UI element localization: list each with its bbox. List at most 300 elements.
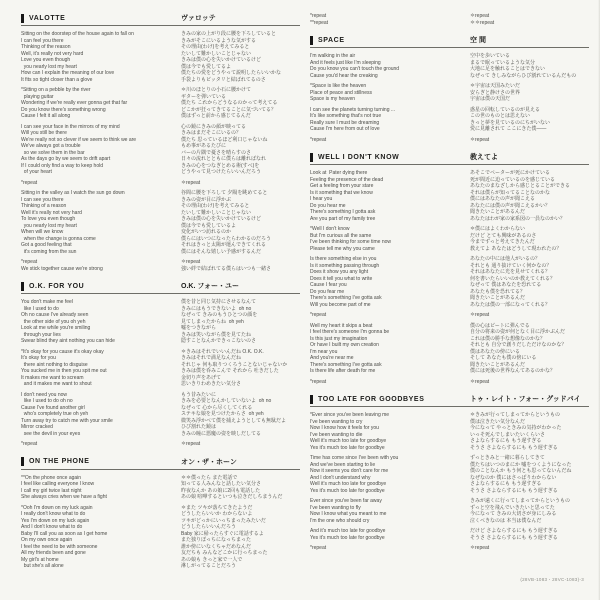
lyric-text-en: Wondering if we're really ever gonna get that far	[21, 100, 128, 106]
stanza	[21, 180, 300, 187]
lyric-text-ja: 僕はずっと前から感じてるんだ	[181, 113, 251, 119]
lyric-text-en: Time has come since I've been with you	[310, 455, 399, 461]
lyric-text-en: Will you become part of me	[310, 301, 371, 308]
title-underline	[21, 293, 300, 294]
lyric-text-ja: あなたのまなざしから感じとることができる	[470, 183, 571, 189]
lyric-line	[21, 431, 300, 438]
lyric-text-en: It fits so tight closer than a glove	[21, 76, 93, 83]
lyric-text-ja: 僕たちの愛をどうやって説明したらいいかな	[181, 70, 282, 76]
lyric-text-en: Cause I've found another girl	[21, 404, 85, 411]
title-bar-icon	[21, 14, 24, 23]
lyric-text-ja: ギターを弾いている	[181, 93, 226, 100]
lyric-text-en: I've been wanting to die	[310, 431, 363, 438]
lyric-line	[310, 445, 589, 452]
song-block	[21, 281, 300, 448]
lyric-text-en: There's something I gotta ask	[310, 209, 376, 215]
lyric-text-ja: その理由(わけ)を考えてみると	[181, 203, 250, 209]
song-title-en: O.K. FOR YOU	[29, 282, 85, 290]
lyric-text-en: Thinking of the reason	[21, 44, 71, 50]
lyric-text-en: Does it show you any light	[310, 269, 369, 275]
lyric-text-en: We stick together cause we're strong	[21, 265, 103, 272]
lyric-line	[310, 126, 589, 133]
lyric-text-ja: 僕にはそんな嬉しい予感がするんだ	[181, 248, 262, 255]
lyric-text-en: How can I explain the meaning of our love	[21, 70, 115, 76]
lyric-text-ja: 昨夜なんか あの娘に2回も電話した	[181, 487, 261, 494]
lyric-text-en: Cause I fear you	[310, 282, 347, 288]
lyric-text-en: And it feels just like I'm sleeping	[310, 59, 381, 66]
lyric-text-en: Mirror cracked	[21, 424, 53, 430]
lyric-text-en: As the days go by we seem to drift apart	[21, 156, 111, 162]
lyric-text-en: You don't make me feel	[21, 299, 73, 305]
song-title-en: SPACE	[318, 36, 345, 44]
stanza	[310, 107, 589, 133]
lyric-text-en: I'm walking in the air	[310, 53, 356, 59]
lyric-text-en: Yes it's much too late for goodbye	[310, 444, 385, 451]
lyric-text-ja: 死が間近に迫っているのを感じている	[470, 176, 556, 183]
stanza	[21, 299, 300, 345]
lyric-text-en: Is it something that we know	[310, 189, 373, 196]
lyric-text-en: *Space is like the heaven	[310, 83, 367, 89]
lyric-text-en: of your heart	[21, 169, 52, 175]
lyric-text-ja: それとも 自分で創りだしただけなのかな？	[470, 342, 567, 348]
lyric-text-ja: きみの家の上がり段に腰を下ろしていると	[181, 31, 277, 37]
lyric-text-en: On my own once again	[21, 537, 73, 543]
lyric-text-ja: 淋しがってることだろう	[181, 563, 237, 569]
lyric-text-ja: 強い絆で結ばれてる僕らはいつも一緒さ	[181, 265, 272, 272]
stanza	[21, 475, 300, 501]
lyric-text-en: And we've been starting to lie	[310, 461, 376, 468]
lyric-text-ja: あなたの中には他人がいるの？	[470, 256, 541, 262]
lyric-text-ja: 僕はあなたの傍にいる	[470, 348, 521, 355]
lyric-line	[310, 216, 589, 223]
stanza	[310, 323, 589, 375]
lyrics-column-left	[21, 13, 300, 579]
song-title-en: WELL I DON'T KNOW	[318, 153, 400, 161]
lyric-text-en: Get a feeling from your stare	[310, 183, 374, 189]
lyric-text-ja: 知ってる人みんなと話したい気分さ	[181, 481, 262, 487]
lyric-text-ja: バーの片隅で憂さを晴らすのさ	[181, 149, 252, 156]
lyric-line	[310, 20, 589, 27]
lyric-text-ja: 愛に見離されて ここにきた僕――	[470, 126, 547, 132]
lyric-text-ja: ずっと空を飛んでいきたいと思ってた	[470, 504, 555, 511]
song-title-row	[21, 457, 300, 467]
lyric-text-en: it's coming from the sun	[21, 248, 77, 255]
song-block	[21, 457, 300, 570]
lyric-text-en: Will you still be there	[21, 130, 67, 136]
lyric-text-en: *repeat	[21, 179, 38, 186]
song-title-en: VALOTTE	[29, 14, 66, 22]
lyric-text-en: Now I know how it feels for you	[310, 425, 379, 431]
lyric-text-ja: ＊きみが行ってしまってからというもの	[470, 412, 561, 418]
lyric-text-ja: 僕には死後の世界なんてあるのかな？	[470, 368, 556, 374]
song-title-row	[310, 35, 589, 45]
song-title-row	[310, 394, 589, 404]
lyric-text-ja: 変化がいつ訪れるのか	[181, 229, 232, 235]
lyric-text-ja: きみは僕の心を失いかけているけど	[181, 216, 262, 222]
lyric-text-ja: 泣くべきなのは 本当は僕なんだ	[470, 517, 542, 524]
lyric-text-en: but she's all alone	[21, 563, 64, 569]
lyric-text-en: I can see your face in the mirrors of my mind	[21, 123, 120, 130]
lyric-text-ja: きみは僕の心を失いかけているけど	[181, 57, 262, 63]
lyric-text-en: through your lies	[21, 331, 61, 338]
lyric-line	[21, 266, 300, 273]
stanza	[21, 441, 300, 448]
lyric-text-ja: さよならするにも もう遅すぎる	[470, 438, 542, 444]
lyric-line	[310, 246, 589, 253]
lyric-text-ja: 宇宙は僕の天国だ	[470, 96, 511, 102]
lyric-text-en: Well it's really not very hard	[21, 209, 82, 216]
lyric-text-ja: あそこでペーターが死にかけている	[470, 170, 551, 176]
lyric-text-en: If I could only find a way to keep hold	[21, 162, 103, 169]
lyric-text-en: and it makes me want to shout	[21, 381, 92, 387]
stanza	[21, 31, 300, 83]
title-bar-icon	[21, 457, 24, 466]
lyric-text-en: Well, it's really not very hard	[21, 50, 84, 57]
stanza	[310, 170, 589, 222]
title-underline	[21, 469, 300, 470]
lyric-text-en: *repeat	[310, 545, 327, 551]
stanza	[310, 455, 589, 494]
lyric-text-en: I'm near you	[310, 348, 338, 355]
lyric-text-en: like I used to do	[21, 305, 59, 312]
lyric-text-en: like I used to do oh no	[21, 398, 73, 404]
song-block	[310, 152, 589, 385]
lyric-line	[310, 488, 589, 495]
stanza	[310, 226, 589, 252]
title-bar-icon	[310, 153, 313, 162]
lyric-text-en: It's like something that's not true	[310, 113, 382, 119]
lyric-line	[310, 96, 589, 103]
lyric-text-en: Now it seems you don't care for me	[310, 468, 389, 474]
lyric-text-ja: ずっときみと一緒に暮らしてきて	[470, 455, 545, 461]
lyric-text-ja: 僕は今でも愛してるよ	[181, 63, 232, 70]
lyric-text-en: Oh no cause I've already seen	[21, 312, 89, 318]
lyric-text-en: *repeat	[310, 378, 327, 385]
lyric-line	[21, 338, 300, 345]
lyric-text-ja: それは僕らが知ってることなのかな	[470, 189, 551, 196]
lyric-text-en: I'm the one who should cry	[310, 517, 370, 524]
lyric-text-ja: これは僕の勝手な想像なのかな？	[470, 335, 546, 342]
lyric-text-ja: 見てしまったからね oh yeh	[181, 318, 244, 325]
lyric-text-ja: そうさ さよならするにも もう遅すぎる	[470, 487, 558, 494]
lyric-text-en: My girl's at home	[21, 556, 59, 563]
lyric-text-en: Well it's much too late for goodbye	[310, 481, 387, 487]
lyric-text-en: All my friends been and gone	[21, 550, 86, 556]
lyric-text-ja: 微笑み浮かべて僕を捕えようとしても無駄だよ	[181, 417, 287, 424]
song-title-row	[21, 13, 300, 23]
lyric-line	[310, 73, 589, 80]
lyric-text-en: Is there something else in you	[310, 256, 377, 262]
lyric-text-en: see the devil in your eyes	[21, 430, 81, 437]
lyric-text-ja: もめ事があるたびに	[181, 143, 227, 149]
lyric-text-en: Well it's much too late for goodbye	[310, 438, 387, 444]
lyric-text-ja: ステキな娘を見つけたからさ oh yeh	[181, 411, 264, 417]
lyric-text-ja: あなたは僕の一部になってくれる？	[470, 301, 551, 308]
lyric-text-en: We've always got a trouble	[21, 143, 81, 149]
lyric-text-en: Are you part of my family tree	[310, 215, 376, 222]
title-bar-icon	[310, 395, 313, 404]
lyric-text-en: Cause I'm here from out of love	[310, 126, 380, 132]
lyric-text-en: Really sure I must be dreaming	[310, 119, 380, 126]
stanza	[310, 379, 589, 386]
lyric-text-ja: 惑星の回転しているのが見える	[470, 106, 541, 113]
lyric-text-ja: ＊きみはそれでいいんだね O.K. O.K.	[181, 348, 264, 355]
lyric-text-ja: 今になって きみの大切さが身にしみる	[470, 511, 557, 517]
lyric-text-en: We're really not so clever if we seem to think we are	[21, 136, 137, 143]
lyric-text-en: Yes I'm down on my luck again	[21, 517, 90, 524]
lyric-text-ja: そして あなたも僕の傍にいる	[470, 355, 537, 361]
lyric-text-ja: ＊repeat	[181, 441, 201, 447]
lyric-text-en: Feeling the presence of the dead	[310, 176, 384, 183]
lyric-text-ja: 聞きたいことがあるんだ	[470, 209, 526, 215]
lyric-text-en: Look at me while you're smiling	[21, 325, 91, 331]
lyric-line	[21, 77, 300, 84]
stanza	[310, 528, 589, 541]
lyric-text-en: so we solve them in the bar	[21, 149, 85, 156]
lyric-text-en: Sitting in the valley as I watch the sun go down	[21, 190, 125, 196]
lyric-text-ja: ツキがどっかにいっちまったみたいだ	[181, 517, 266, 524]
title-underline	[21, 25, 300, 26]
lyric-line	[310, 545, 589, 552]
lyric-text-ja: そうさ さよならするにも もう遅すぎる	[470, 534, 558, 541]
lyric-text-en: I feel there's someone I'm gonna be	[310, 329, 390, 335]
lyric-text-ja: なぜって 僕はあなたを恐れてる	[470, 282, 542, 288]
lyric-text-ja: ＊repeat	[470, 312, 490, 318]
lyric-text-en: Baby I'll call you as soon as I get home	[21, 530, 108, 537]
stanza	[21, 505, 300, 570]
lyric-text-ja: なぜって きしみながらひび割れているんだもの	[470, 72, 577, 79]
lyric-text-en: Swear blind they aint nothing you can hide	[21, 338, 115, 344]
lyric-line	[21, 249, 300, 256]
stanza	[310, 312, 589, 319]
lyric-text-en: Do you fear me	[310, 288, 345, 295]
stanza	[21, 124, 300, 176]
lyric-text-en: Thinking of a reason	[21, 203, 67, 209]
lyric-text-en: Ever since you've been far away	[310, 498, 382, 504]
lyric-text-en: *repeat	[310, 136, 327, 143]
lyric-text-en: Do you hear me	[310, 202, 346, 209]
lyric-text-ja: この世のものとは思えない	[470, 113, 531, 119]
lyric-text-en: when the change is gonna come	[21, 235, 96, 242]
lyric-text-ja: その理由(わけ)を考えてみると	[181, 44, 250, 50]
lyric-text-ja: 僕のことなんか もう何とも思ってないんだね	[470, 468, 572, 474]
song-title-ja: 空 間	[470, 37, 486, 44]
lyrics-column-right	[310, 13, 589, 579]
lyric-text-ja: 僕たち これからどうなるのかって考えてる	[181, 100, 278, 106]
lyric-text-en: *repeat	[310, 312, 327, 318]
lyric-text-ja: 手袋よりもピッタリと結ばれてるのさ	[181, 76, 266, 83]
lyric-text-en: the other side of you oh yeh	[21, 318, 86, 325]
lyric-text-en: Is it something passing through	[310, 262, 380, 269]
lyric-text-ja: ＊宇宙は天国みたいだ	[470, 83, 521, 89]
lyric-text-ja: 大地に足を触れることはできない	[470, 66, 546, 72]
lyric-text-en: Well my heart it skips a beat	[310, 322, 373, 329]
song-block	[310, 13, 589, 26]
lyric-text-en: And I don't know what to do	[21, 524, 83, 530]
lyric-text-en: It makes me want to scream	[21, 374, 84, 381]
song-title-ja: ヴァロッテ	[181, 15, 216, 22]
lyric-text-en: And I don't understand why	[310, 474, 371, 481]
song-block	[21, 13, 300, 272]
lyric-text-ja: きみは僕を呑みこんで それから 吐きだした	[181, 368, 279, 374]
song-title-row	[21, 281, 300, 291]
lyric-text-ja: それはきっと太陽が運んできてくれる	[181, 242, 267, 248]
title-bar-icon	[21, 282, 24, 291]
lyric-text-en: It's okay for you	[21, 355, 56, 361]
lyric-text-en: I've been wanting to cry	[310, 418, 363, 425]
lyric-text-ja: 今になって やっときみの気持がわかった	[470, 425, 562, 431]
lyric-text-ja: そうさ さよならするにも もう遅すぎる	[470, 444, 558, 451]
lyric-text-ja: 僕たちはいつのまにか 嘘をつくようになった	[470, 461, 572, 468]
lyric-line	[310, 312, 589, 319]
song-title-en: TOO LATE FOR GOODBYES	[318, 395, 425, 403]
lyric-text-ja: 隠すことなんかできっこないのさ	[181, 338, 257, 344]
lyric-text-ja: きみの心をつなぎとめる術(すべ)を	[181, 162, 260, 169]
title-bar-icon	[310, 36, 313, 45]
lyric-text-ja: 聞きたいことがあるんだ	[470, 361, 526, 368]
lyric-text-en: *repeat	[310, 13, 327, 19]
lyric-text-en: Yes it's much too late for goodbye	[310, 487, 385, 494]
lyric-text-ja: また独りぼっちになっちまった	[181, 537, 252, 543]
lyric-text-ja: あなたも僕を恐れてる？	[470, 288, 526, 295]
title-underline	[310, 164, 589, 165]
stanza	[310, 13, 589, 26]
lyric-text-ja: さよならするにも もう遅すぎる	[470, 481, 542, 487]
lyric-text-en: who's completely true oh yeh	[21, 411, 89, 417]
lyric-text-en: There's something I've gotta ask	[310, 361, 382, 368]
lyric-text-ja: きみにはもうできないよ oh no	[181, 305, 252, 312]
song-block	[310, 394, 589, 552]
lyric-text-en: Cause you'd hear the creaking	[310, 72, 378, 79]
lyric-text-ja: ＊repeat	[470, 545, 490, 551]
lyric-text-en: I hear you	[310, 196, 333, 202]
lyric-text-en: Yes it's much too late for goodbye	[310, 534, 385, 541]
lyric-text-ja: ひび割れた鏡は	[181, 424, 217, 430]
lyric-line	[310, 137, 589, 144]
lyric-text-ja: もう昔みたいに	[181, 391, 217, 398]
lyric-line	[21, 381, 300, 388]
lyric-text-en: *Well I don't know	[310, 226, 350, 232]
lyric-text-ja: きみを必要となんかしていないよ oh no	[181, 398, 272, 404]
lyric-text-ja: たいして難かしいことじゃない	[181, 50, 252, 57]
lyric-text-en: But I'm curious all the same	[310, 232, 372, 239]
lyric-text-en: Space is my heaven	[310, 96, 356, 102]
lyric-text-en: Does it tell you what to write	[310, 275, 373, 282]
lyric-text-ja: 自分の将来の姿が何となく目に浮かぶんだ	[470, 329, 566, 335]
lyric-text-ja: きみは笑いながら僕を見てたね	[181, 331, 252, 338]
lyric-text-ja: まるで眠っているような気分	[470, 59, 535, 66]
lyric-text-ja: 今までずっと考えてきたんだ	[470, 239, 535, 245]
lyric-text-en: Turn away try to catch me with your smile	[21, 417, 113, 424]
lyric-line	[21, 563, 300, 570]
lyric-text-en: You sucked me in then you spit me out	[21, 368, 107, 374]
stanza	[310, 256, 589, 308]
lyric-text-ja: 僕にはあなたの声が聞こえる	[470, 196, 536, 202]
lyric-text-ja: どこかが狂ってきてることに気づいてる？	[181, 106, 277, 113]
lyric-text-en: Look at Pater dying there	[310, 170, 368, 176]
song-block	[310, 35, 589, 143]
lyric-text-ja: 嘘をつきながら	[181, 325, 217, 331]
lyric-text-en: **repeat	[310, 19, 329, 26]
lyric-text-en: I feel the need to be with someone	[21, 543, 98, 550]
lyric-text-en: Is there life after death for me	[310, 368, 376, 374]
stanza	[310, 545, 589, 552]
lyric-text-ja: ＊また ツキが落ちてきたようだ	[181, 504, 253, 511]
stanza	[310, 137, 589, 144]
lyric-text-ja: たいして難かしいことじゃない	[181, 209, 252, 216]
lyric-text-ja: ＊repeat	[470, 13, 490, 19]
lyric-text-en: I can feel you there	[21, 37, 64, 44]
lyric-text-ja: どうやって見つけたらいいんだろう	[181, 169, 262, 175]
lyric-text-en: *Sitting on a pebble by the river	[21, 87, 91, 93]
lyric-text-ja: きみはまだそこにいるの？	[181, 130, 242, 136]
lyric-line	[21, 169, 300, 176]
lyric-line	[310, 368, 589, 375]
lyric-text-ja: あの娘 喧嘩するといつも泣きだしちまうんだ	[181, 494, 283, 500]
stanza	[21, 87, 300, 120]
lyric-text-en: *repeat	[21, 259, 38, 265]
song-title-ja: オン・ザ・ホーン	[181, 458, 237, 466]
lyric-text-ja: 心の鏡にきみの顔が映ってる	[181, 123, 247, 130]
lyric-text-en: I call my girl twice last night	[21, 487, 82, 494]
lyric-line	[310, 535, 589, 542]
lyric-text-ja: 何を書いたらいいのか教えてくれる？	[470, 275, 556, 282]
lyric-line	[310, 518, 589, 525]
lyric-text-ja: 誰か傍にいなくちゃだめなんだ	[181, 543, 252, 550]
lyric-text-en: And you're near me	[310, 355, 354, 361]
lyric-text-en: I've been thinking for some time now	[310, 239, 391, 245]
lyric-text-ja: それはあなたに光を見せてくれる？	[470, 269, 551, 275]
stanza	[21, 392, 300, 438]
lyric-text-en: There's something I've gotta ask	[310, 295, 382, 301]
lyric-text-en: Or have I built my own creation	[310, 342, 379, 348]
lyric-text-en: Love you even though	[21, 57, 71, 63]
lyric-text-en: I can see the planets turning turning ...	[310, 106, 396, 113]
lyric-text-ja: 日々の流れとともに僕らは離ればなれ	[181, 156, 267, 162]
lyric-text-en: Got a good feeling that	[21, 242, 72, 248]
lyric-text-ja: 僕の心はビートに弾んでる	[470, 322, 530, 329]
lyric-text-ja: どうしたらいいんだろう	[181, 524, 237, 530]
lyric-text-en: To love you even though	[21, 216, 76, 222]
song-title-ja: O.K. フォー・ユー	[181, 283, 239, 290]
lyric-text-en: I can see you there	[21, 196, 64, 203]
lyric-text-en: I don't need you now	[21, 391, 67, 398]
lyric-text-ja: 安らぎと静けさの世界	[470, 89, 521, 96]
lyric-text-ja: きっと夢を見ているのにちがいない	[470, 119, 551, 126]
lyric-text-ja: きみが遠くに行ってしまってからというもの	[470, 498, 571, 504]
lyric-text-ja: あなたには僕の声が聞こえるかい？	[470, 202, 551, 209]
lyric-text-ja: 友だちも みんなどこかに行っちまった	[181, 550, 268, 556]
lyric-line	[310, 379, 589, 386]
lyric-text-ja: 僕は今でも愛しているよ	[181, 222, 237, 229]
lyric-text-ja: 聞きたいことがあるんだ	[470, 295, 526, 301]
lyric-text-en: playing guitar	[21, 93, 54, 100]
lyric-text-ja: Baby 家に帰ったらすぐに電話するよ	[181, 530, 264, 537]
lyric-text-en: Sitting on the doorstep of the house again to fall on	[21, 31, 134, 37]
lyric-text-en: **On the phone once again	[21, 474, 82, 481]
lyric-text-en: She always cries when we have a fight	[21, 494, 107, 500]
lyric-text-en: Place of peace and stillness	[310, 89, 372, 96]
lyric-text-en: *Ooh I'm down on my luck again	[21, 504, 93, 511]
lyric-text-ja: ＊repeat	[470, 378, 490, 385]
lyric-text-ja: ＊＊repeat	[470, 19, 495, 26]
lyric-text-ja: 谷間に腰を下ろして 夕陽を眺めてると	[181, 190, 268, 196]
lyric-text-en: Please tell me why you came	[310, 245, 375, 252]
lyric-text-ja: 僕は泣きたい気分なんだ	[470, 418, 526, 425]
lyric-text-ja: だけど さよならするにも もう遅すぎる	[470, 528, 558, 534]
lyric-line	[310, 302, 589, 309]
lyric-text-ja: 僕たち 思っているほど利口じゃないね	[181, 136, 268, 143]
